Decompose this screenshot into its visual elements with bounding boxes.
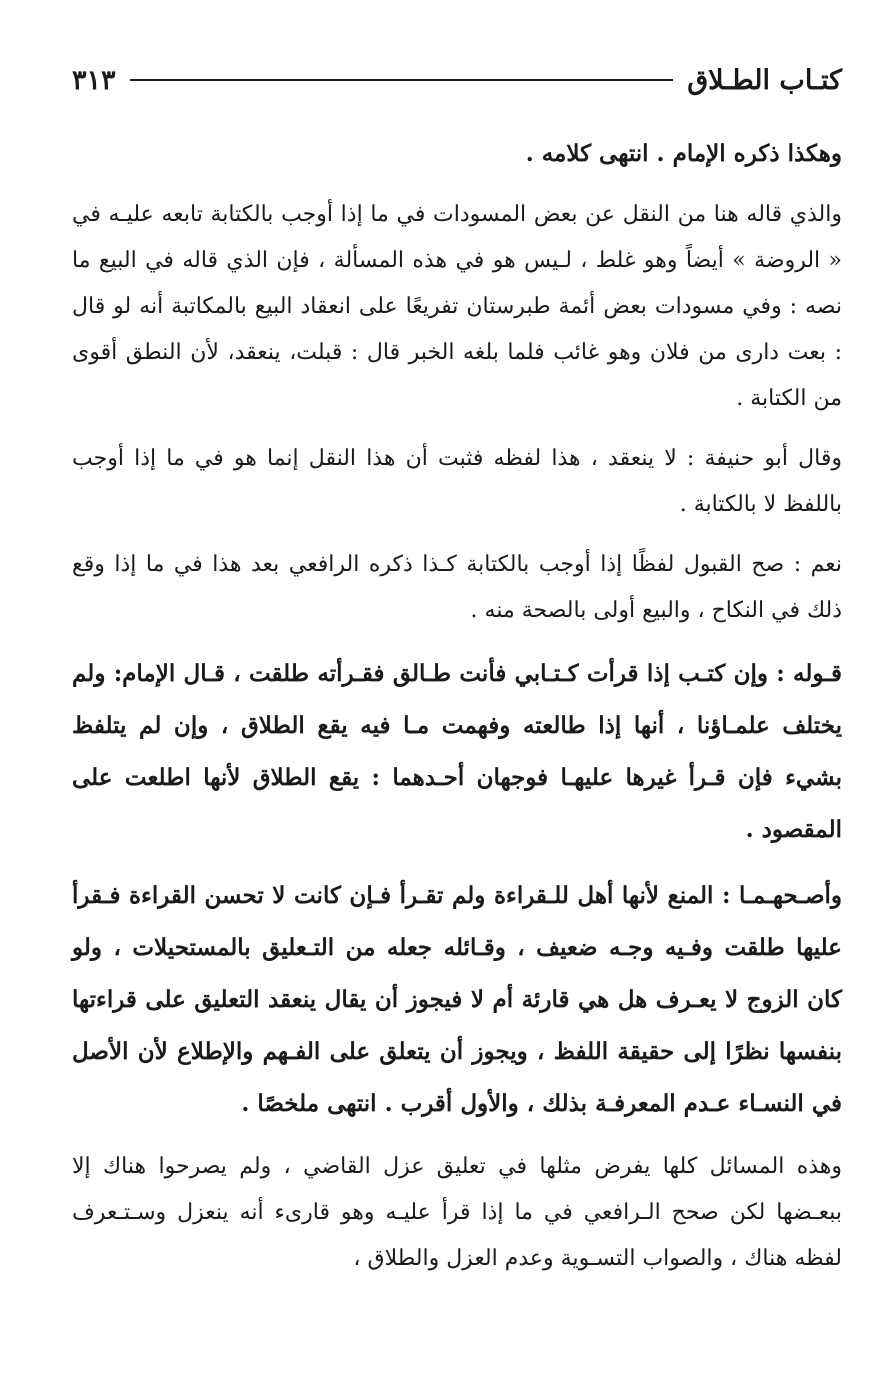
paragraph-6: وأصـحهـمـا : المنع لأنها أهل للـقراءة ولم تقـرأ فـإن كانت لا تحسن القراءة فـقرأ عليها طلقت وفـيه وجـه ضعيف ، وقـائله جعله من التـعليق بالمستحيلات ، ولو كان الزوج لا يعـرف هل هي قارئة أم لا فيجوز أن يقال ينعقد التعليق على قراءتها بنفسها نظرًا إلى حقيقة اللفظ ، ويجوز أن يتعلق على الفـهم والإطلاع لأن الأصل في النسـاء عـدم المعرفـة بذلك ، والأول أقرب . انتهى ملخصًا .: [72, 882, 842, 1117]
paragraph-3: وقال أبو حنيفة : لا ينعقد ، هذا لفظه فثبت أن هذا النقل إنما هو في ما إذا أوجب باللفظ لا بالكتابة .: [72, 446, 842, 517]
page-number: ٣١٣: [72, 64, 116, 96]
paragraph-4: نعم : صح القبول لفظًا إذا أوجب بالكتابة كـذا ذكره الرافعي بعد هذا في ما إذا وقع ذلك في النكاح ، والبيع أولى بالصحة منه .: [72, 552, 842, 623]
paragraph-2: والذي قاله هنا من النقل عن بعض المسودات في ما إذا أوجب بالكتابة تابعه عليـه في « الروضة » أيضاً وهو غلط ، لـيس هو في هذه المسألة ، فإن الذي قاله في البيع ما نصه : وفي مسودات بعض أئمة طبرستان تفريعًا على انعقاد البيع بالمكاتبة أنه لو قال : بعت دارى من فلان وهو غائب فلما بلغه الخبر قال : قبلت، ينعقد، لأن النطق أقوى من الكتابة .: [72, 202, 842, 411]
running-title: كتـاب الطـلاق: [687, 64, 842, 96]
paragraph-1: وهكذا ذكره الإمام . انتهى كلامه .: [525, 140, 842, 167]
header-rule: [130, 79, 674, 81]
paragraph-5: قـوله : وإن كتـب إذا قرأت كـتـابي فأنت طـالق فقـرأته طلقت ، قـال الإمام: ولم يختلف علمـاؤنا ، أنها إذا طالعته وفهمت مـا فيه يقع الطلاق ، وإن لم يتلفظ بشيء فإن قـرأ غيرها عليهـا فوجهان أحـدهما : يقع الطلاق لأنها اطلعت على المقصود .: [72, 660, 842, 843]
running-header: [72, 60, 842, 100]
book-page: [72, 60, 842, 1296]
paragraph-7: وهذه المسائل كلها يفرض مثلها في تعليق عزل القاضي ، ولم يصرحوا هناك إلا ببعـضها لكن صحح الـرافعي في ما إذا قرأ عليـه وهو قارىء أنه ينعزل وسـتـعرف لفظه هناك ، والصواب التسـوية وعدم العزل والطلاق ،: [72, 1154, 842, 1271]
